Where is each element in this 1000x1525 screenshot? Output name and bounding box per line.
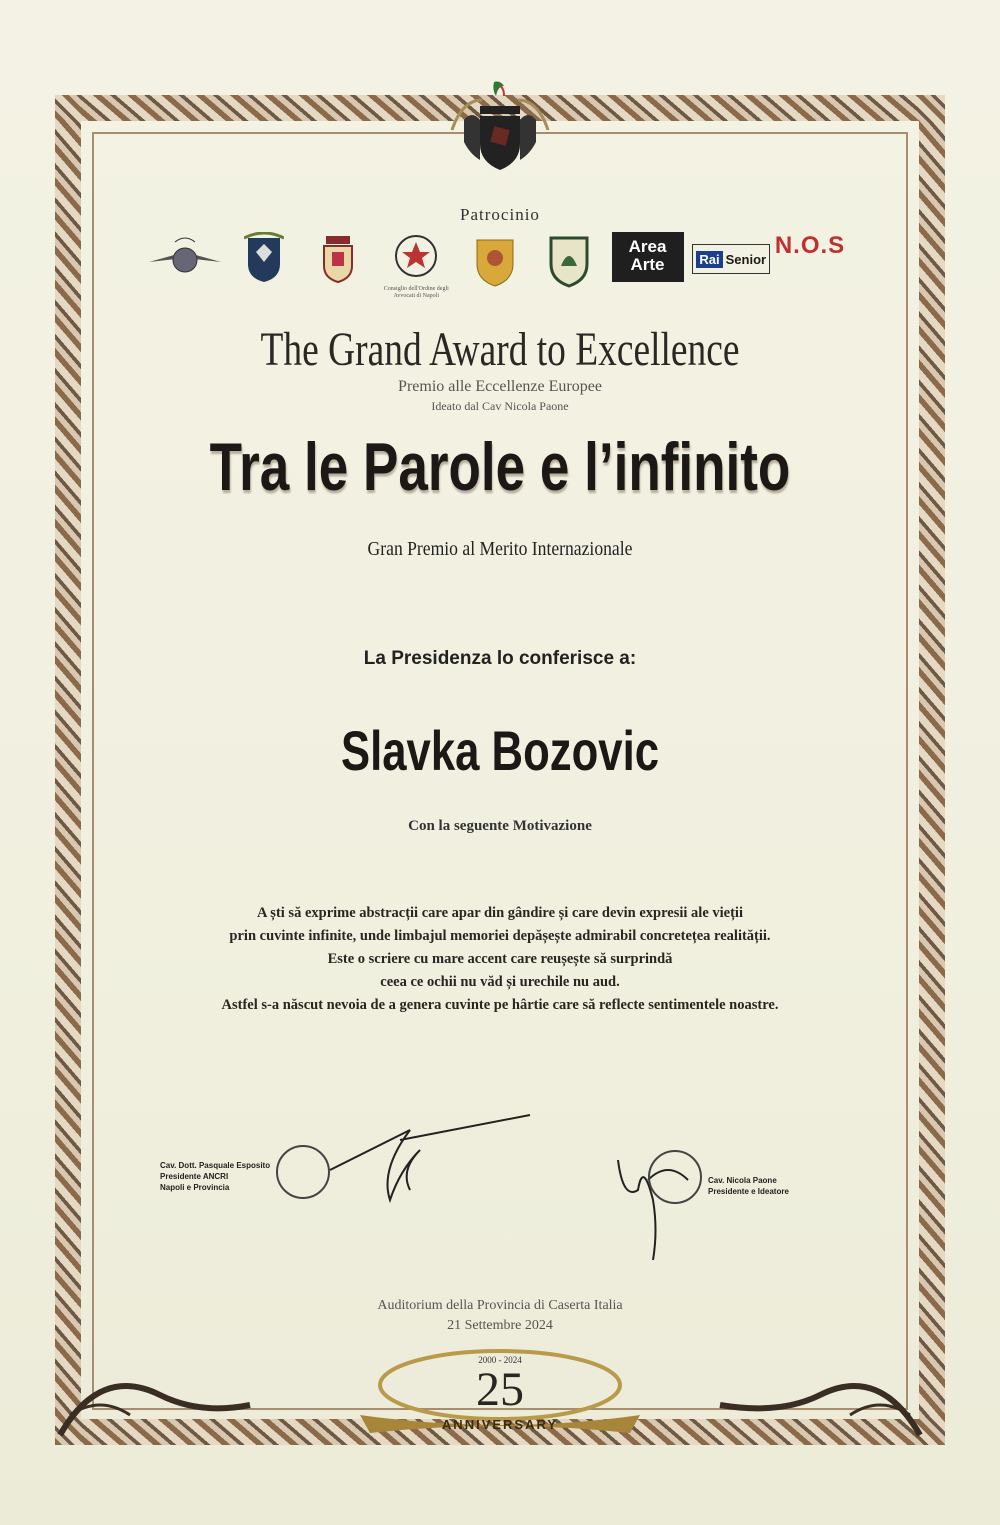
motivation-line: prin cuvinte infinite, unde limbajul memoriei depășește admirabil concretețea realității. [229,928,771,944]
area-arte-line1: Area [628,237,667,256]
bottom-left-ornament-icon [50,1355,260,1445]
eagle-shield-icon [244,232,284,284]
area-arte-logo [608,232,688,282]
logo-caption: Consiglio dell'Ordine degli Avvocati di Napoli [383,286,449,299]
motivation-line: A ști să exprime abstracții care apar din gândire și care devin expresii ale vieții [257,905,743,921]
award-name-subtitle: Gran Premio al Merito Internazionale [367,538,633,560]
nos-icon: N.O.S [774,232,846,259]
event-date: 21 Settembre 2024 [447,1318,553,1333]
area-arte-line2: Arte [630,255,665,274]
gold-crest-icon [473,232,517,288]
motivation-line: Astfel s-a născut nevoia de a genera cuvinte pe hârtie care să reflecte sentimentele noastre. [221,997,779,1013]
nos-logo [775,232,845,260]
city-crest-icon [318,232,358,284]
right-stamp-icon [648,1150,702,1204]
green-shield-icon [547,232,591,288]
right-signatory-role: Presidente e Ideatore [708,1187,789,1196]
venue-block [0,1296,1000,1336]
award-title: The Grand Award to Excellence [260,323,740,376]
left-signatory [160,1160,280,1193]
left-signatory-area: Napoli e Provincia [160,1183,230,1192]
bottom-right-ornament-icon [710,1355,940,1445]
award-name: Tra le Parole e l’infinito [209,429,791,505]
anniversary-years: 2000 - 2024 [478,1355,522,1365]
ancri-logo-icon [147,232,223,282]
right-signatory [708,1175,828,1197]
award-creator: Ideato dal Cav Nicola Paone [431,399,569,413]
italian-emblem-icon [390,232,442,282]
rai-label: Rai [696,251,722,268]
rai-senior-logo [691,232,771,274]
award-subtitle: Premio alle Eccellenze Europee [398,378,602,395]
motivation-line: ceea ce ochii nu văd și urechile nu aud. [380,974,620,990]
left-signatory-role: Presidente ANCRI [160,1172,229,1181]
ancri-logo [145,232,225,282]
green-shield-logo [534,232,604,288]
rai-senior-icon [692,244,770,274]
patronage-label: Patrocinio [460,205,540,224]
anniversary-number: 25 [476,1363,524,1416]
venue: Auditorium della Provincia di Caserta Italia [377,1298,623,1313]
left-signatory-name: Cav. Dott. Pasquale Esposito [160,1161,271,1170]
left-signature-icon [320,1100,540,1210]
senior-label: Senior [725,251,767,267]
city-crest-logo [303,232,373,284]
motivation-label: Con la seguente Motivazione [408,818,592,834]
area-arte-icon [612,232,684,282]
avvocati-napoli-logo [376,232,456,300]
eagle-shield-logo [229,232,299,284]
coat-of-arms-icon [450,80,550,180]
motivation-text [0,902,1000,1017]
recipient-name: Slavka Bozovic [340,719,660,782]
anniversary-badge-icon [340,1345,660,1435]
motivation-line: Este o scriere cu mare accent care reușește să surprindă [327,951,673,967]
presidency-line: La Presidenza lo conferisce a: [363,648,637,669]
patron-logos-row [145,232,845,312]
anniversary-label: ANNIVERSARY [441,1417,559,1432]
gold-crest-logo [460,232,530,288]
right-signatory-name: Cav. Nicola Paone [708,1176,777,1185]
